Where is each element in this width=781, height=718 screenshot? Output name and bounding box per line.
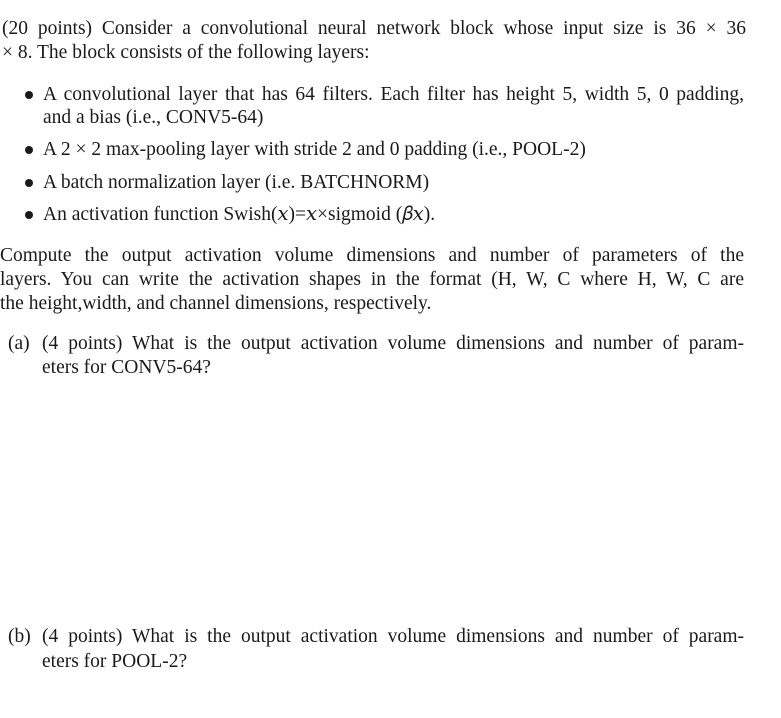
question-b-line-2: eters for POOL-2? — [42, 651, 188, 672]
bullet-icon — [25, 146, 33, 154]
layer-pool-line: A 2 × 2 max-pooling layer with stride 2 and 0 padding (i.e., POOL-2) — [43, 139, 586, 160]
question-b-label: (b) — [8, 626, 31, 647]
problem-intro-line-2: × 8. The block consists of the following layers: — [2, 42, 370, 63]
compute-line-2: layers. You can write the activation shapes in the format (H, W, C where H, W, C are — [0, 269, 744, 290]
bullet-icon — [25, 91, 33, 99]
problem-intro-line-1: (20 points) Consider a convolutional neural network block whose input size is 36 × 36 — [2, 18, 746, 39]
question-a-label: (a) — [8, 333, 30, 354]
answer-area-a — [42, 390, 742, 620]
compute-line-3: the height,width, and channel dimensions, respectively. — [0, 293, 432, 314]
compute-line-1: Compute the output activation volume dimensions and number of parameters of the — [0, 245, 744, 266]
layer-batchnorm-line: A batch normalization layer (i.e. BATCHNORM) — [43, 172, 430, 193]
layer-conv-line-2: and a bias (i.e., CONV5-64) — [43, 107, 264, 128]
bullet-icon — [25, 211, 33, 219]
bullet-icon — [25, 179, 33, 187]
layer-conv-line-1: A convolutional layer that has 64 filters. Each filter has height 5, width 5, 0 padding, — [43, 84, 744, 105]
layer-activation-line: An activation function Swish(𝑥)=𝑥×sigmoid (𝛽𝑥). — [43, 204, 436, 225]
question-a-line-1: (4 points) What is the output activation volume dimensions and number of param- — [42, 333, 744, 354]
question-a-line-2: eters for CONV5-64? — [42, 357, 211, 378]
question-b-line-1: (4 points) What is the output activation volume dimensions and number of param- — [42, 626, 744, 647]
